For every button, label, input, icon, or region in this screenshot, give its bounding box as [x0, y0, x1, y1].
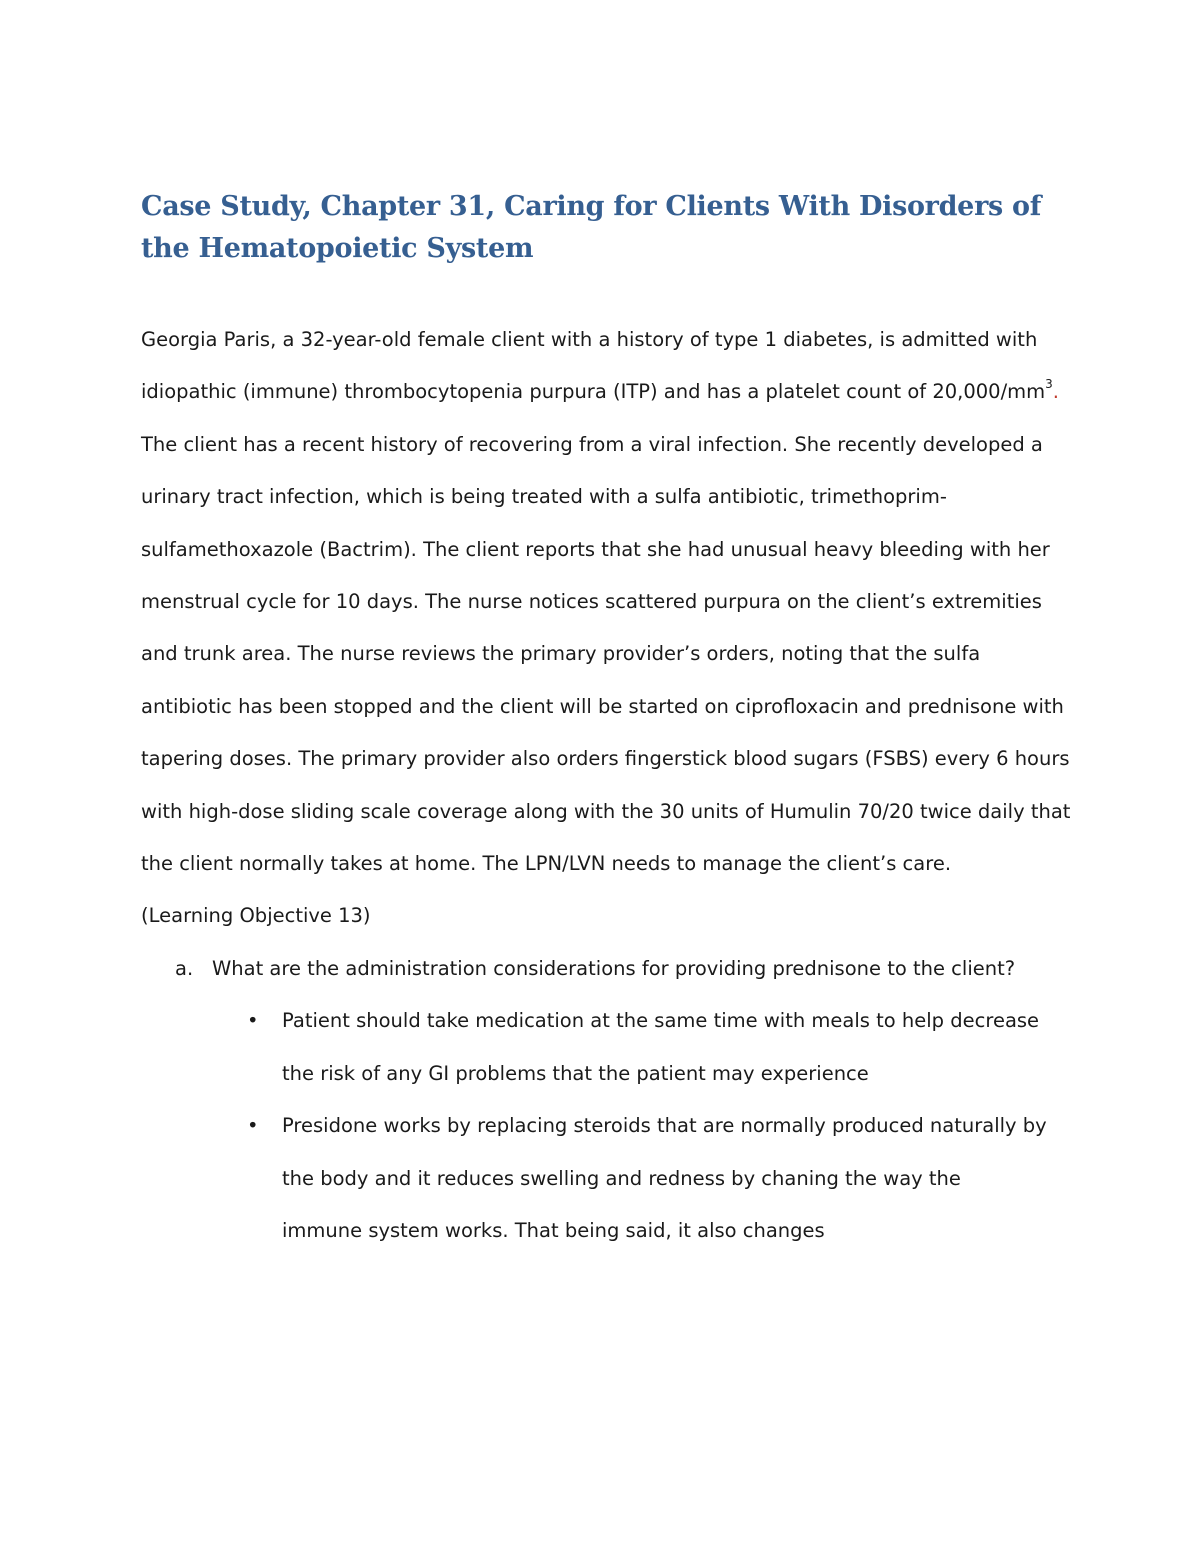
paragraph-text-start: Georgia Paris, a 32-year-old female client with a history of type 1 diabetes, is admitted with idiopathic (immune) thrombocytopenia purpura (ITP) and has a platelet count of 20,000/mm — [141, 328, 1046, 404]
superscript-three: 3 — [1045, 377, 1053, 392]
document-body — [141, 314, 1071, 1257]
bullet-text: Patient should take medication at the same time with meals to help decrease the risk of any GI problems that the patient may experience — [282, 1009, 1040, 1085]
paragraph-period: . — [1052, 380, 1059, 404]
bullet-item — [244, 1100, 1071, 1257]
case-paragraph — [141, 314, 1071, 890]
page-title: Case Study, Chapter 31, Caring for Clients With Disorders of the Hematopoietic System — [141, 191, 1042, 264]
bullet-item — [244, 995, 1071, 1100]
learning-objective: (Learning Objective 13) — [141, 904, 371, 928]
paragraph-text-end: The client has a recent history of recovering from a viral infection. She recently developed a urinary tract infection, which is being treated with a sulfa antibiotic, trimethoprim-sulfamethoxazole (Bactrim). The client reports that she had unusual heavy bleeding with her menstrual cycle for 10 days. The nurse notices scattered purpura on the client’s extremities and trunk area. The nurse reviews the primary provider’s orders, noting that the sulfa antibiotic has been stopped and the client will be started on ciprofloxacin and prednisone with tapering doses. The primary provider also orders fingerstick blood sugars (FSBS) every 6 hours with high-dose sliding scale coverage along with the 30 units of Humulin 70/20 twice daily that the client normally takes at home. The LPN/LVN needs to manage the client’s care. — [141, 432, 1071, 876]
bullet-icon: • — [247, 1114, 259, 1138]
question-text: What are the administration considerations for providing prednisone to the client? — [212, 956, 1016, 980]
bullet-icon: • — [247, 1009, 259, 1033]
question-label: a. — [175, 956, 194, 980]
bullet-text: Presidone works by replacing steroids that are normally produced naturally by the body and it reduces swelling and redness by chaning the way the immune system works. That being said, it also changes — [282, 1114, 1047, 1242]
question-item — [175, 943, 1071, 995]
